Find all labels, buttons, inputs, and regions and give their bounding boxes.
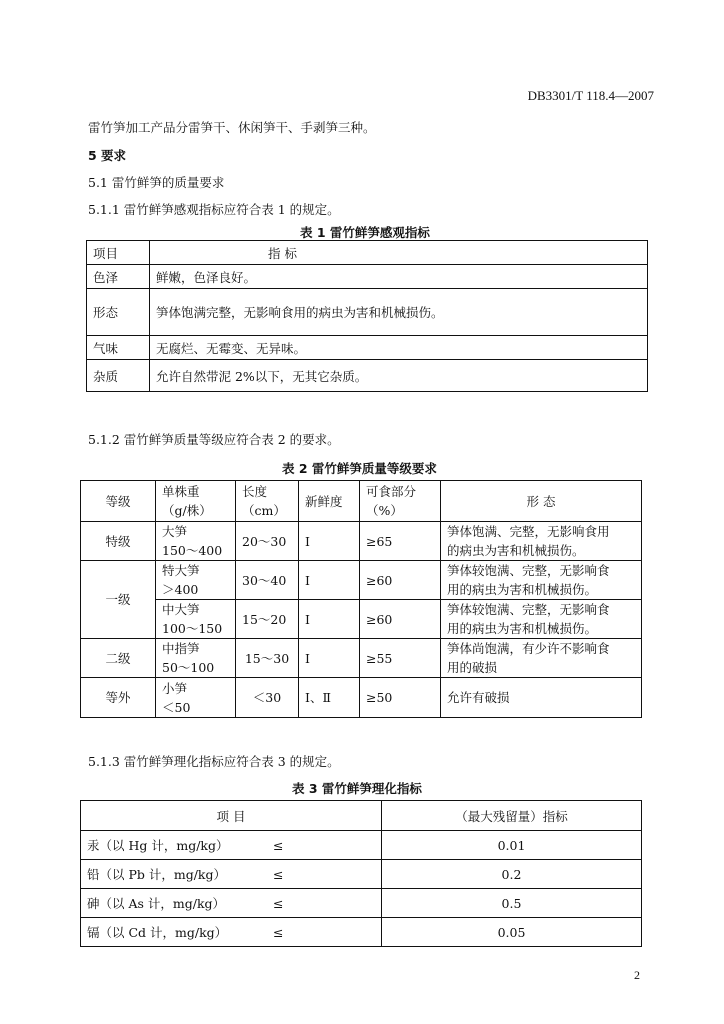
table3-item-label: 砷（以 As 计，mg/kg） — [87, 896, 226, 911]
table2-fresh-cell: Ⅰ — [299, 561, 360, 600]
table2-grade-cell: 等外 — [81, 678, 156, 718]
table1-header-row — [87, 241, 648, 265]
table2-shape-line1: 笋体较饱满、完整，无影响食 — [447, 563, 610, 578]
table2-grade-cell: 一级 — [81, 561, 156, 639]
table2-weight-cell — [156, 600, 236, 639]
table2-shape-line2: 用的病虫为害和机械损伤。 — [447, 582, 598, 597]
table3-operator: ≤ — [273, 925, 284, 940]
table-row — [87, 336, 648, 360]
table2-fresh-cell: Ⅰ — [299, 600, 360, 639]
table2-header-weight-line2: （g/株） — [162, 503, 212, 518]
table2-header-edible-line1: 可食部分 — [366, 484, 417, 499]
table1-cell: 允许自然带泥 2%以下，无其它杂质。 — [150, 360, 648, 392]
section-5-heading: 5 要求 — [88, 148, 127, 163]
table3-header-row — [81, 801, 642, 831]
section-5-1-1-text: 5.1.1 雷竹鲜笋感观指标应符合表 1 的规定。 — [88, 202, 340, 217]
table2-header-grade: 等级 — [81, 481, 156, 522]
table1-header-item: 项目 — [87, 241, 150, 265]
table3-item-label: 汞（以 Hg 计，mg/kg） — [87, 838, 229, 853]
table2-shape-line1: 笋体饱满、完整，无影响食用 — [447, 524, 610, 539]
table-row — [87, 360, 648, 392]
table2-shape-cell — [441, 522, 642, 561]
table2-weight-name: 大笋 — [162, 524, 188, 539]
section-5-1-3-text: 5.1.3 雷竹鲜笋理化指标应符合表 3 的规定。 — [88, 754, 340, 769]
table2-shape-line1: 笋体尚饱满，有少许不影响食 — [447, 641, 610, 656]
table2-length-cell: 15～30 — [236, 639, 299, 678]
table2-length-cell: 15～20 — [236, 600, 299, 639]
table3-header-index: （最大残留量）指标 — [382, 801, 642, 831]
table2-shape-line2: 的病虫为害和机械损伤。 — [447, 543, 585, 558]
table-row — [81, 561, 642, 600]
intro-paragraph: 雷竹笋加工产品分雷笋干、休闲笋干、手剥笋三种。 — [88, 120, 376, 135]
table2-shape-line1: 笋体较饱满、完整，无影响食 — [447, 602, 610, 617]
table2-shape-cell — [441, 639, 642, 678]
section-5-1-2-text: 5.1.2 雷竹鲜笋质量等级应符合表 2 的要求。 — [88, 432, 340, 447]
table-row — [81, 639, 642, 678]
table-row — [87, 289, 648, 336]
table2-weight-cell — [156, 678, 236, 718]
table2-fresh-cell: Ⅰ — [299, 639, 360, 678]
table2-weight-cell — [156, 522, 236, 561]
table3-item-cell — [81, 860, 382, 889]
table-row — [81, 678, 642, 718]
table2-header-row — [81, 481, 642, 522]
table-3 — [80, 800, 642, 947]
table2-edible-cell: ≥55 — [360, 639, 441, 678]
table3-item-label: 铅（以 Pb 计，mg/kg） — [87, 867, 227, 882]
table3-value-cell: 0.2 — [382, 860, 642, 889]
table2-fresh-cell: Ⅰ、Ⅱ — [299, 678, 360, 718]
table3-operator: ≤ — [273, 867, 284, 882]
table2-edible-cell: ≥65 — [360, 522, 441, 561]
table2-length-cell: 20～30 — [236, 522, 299, 561]
table1-cell: 色泽 — [87, 265, 150, 289]
table2-weight-cell — [156, 639, 236, 678]
table2-weight-range: ＞400 — [162, 582, 199, 597]
table-row — [81, 889, 642, 918]
table2-header-edible — [360, 481, 441, 522]
table2-shape-cell — [441, 561, 642, 600]
table1-cell: 形态 — [87, 289, 150, 336]
table2-edible-cell: ≥60 — [360, 600, 441, 639]
table3-operator: ≤ — [273, 838, 284, 853]
table3-value-cell: 0.05 — [382, 918, 642, 947]
table2-weight-name: 特大笋 — [162, 563, 200, 578]
table2-header-length-line1: 长度 — [242, 484, 268, 499]
table2-header-weight-line1: 单株重 — [162, 484, 200, 499]
table1-cell: 气味 — [87, 336, 150, 360]
table1-caption: 表 1 雷竹鲜笋感观指标 — [300, 225, 430, 240]
table2-edible-cell: ≥60 — [360, 561, 441, 600]
table-row — [87, 265, 648, 289]
table3-item-cell — [81, 918, 382, 947]
section-5-1-heading: 5.1 雷竹鲜笋的质量要求 — [88, 175, 225, 190]
table-row — [81, 918, 642, 947]
table3-value-cell: 0.5 — [382, 889, 642, 918]
document-id: DB3301/T 118.4—2007 — [527, 88, 654, 103]
table3-header-item: 项 目 — [81, 801, 382, 831]
table2-header-fresh: 新鲜度 — [299, 481, 360, 522]
table2-length-cell: ＜30 — [236, 678, 299, 718]
table2-header-edible-line2: （%） — [366, 503, 403, 518]
table2-edible-cell: ≥50 — [360, 678, 441, 718]
table3-operator: ≤ — [273, 896, 284, 911]
table-row — [81, 600, 642, 639]
table-row — [81, 522, 642, 561]
table2-shape-cell — [441, 600, 642, 639]
table2-weight-name: 小笋 — [162, 680, 188, 696]
table2-header-length-line2: （cm） — [242, 503, 286, 518]
table2-weight-name: 中指笋 — [162, 641, 200, 656]
table2-weight-range: ＜50 — [162, 699, 191, 715]
table2-fresh-cell: Ⅰ — [299, 522, 360, 561]
table2-header-length — [236, 481, 299, 522]
table3-item-label: 镉（以 Cd 计，mg/kg） — [87, 925, 228, 940]
table2-shape-line1: 允许有破损 — [447, 690, 510, 705]
table3-item-cell — [81, 831, 382, 860]
table1-cell: 鲜嫩，色泽良好。 — [150, 265, 648, 289]
table2-weight-name: 中大笋 — [162, 602, 200, 617]
table3-value-cell: 0.01 — [382, 831, 642, 860]
table-row — [81, 831, 642, 860]
table-row — [81, 860, 642, 889]
page-number: 2 — [634, 968, 640, 982]
table2-weight-range: 150～400 — [162, 543, 223, 558]
table2-header-weight — [156, 481, 236, 522]
table3-caption: 表 3 雷竹鲜笋理化指标 — [292, 781, 422, 796]
table2-weight-cell — [156, 561, 236, 600]
table-2 — [80, 480, 642, 718]
table2-shape-line2: 用的破损 — [447, 660, 498, 675]
table2-weight-range: 100～150 — [162, 621, 223, 636]
table1-cell: 无腐烂、无霉变、无异味。 — [150, 336, 648, 360]
table2-caption: 表 2 雷竹鲜笋质量等级要求 — [282, 461, 437, 476]
table2-grade-cell: 特级 — [81, 522, 156, 561]
table1-cell: 杂质 — [87, 360, 150, 392]
table2-header-shape: 形 态 — [441, 481, 642, 522]
table2-shape-line2: 用的病虫为害和机械损伤。 — [447, 621, 598, 636]
table3-item-cell — [81, 889, 382, 918]
table1-header-index: 指 标 — [150, 241, 648, 265]
table1-cell: 笋体饱满完整，无影响食用的病虫为害和机械损伤。 — [150, 289, 648, 336]
table-1 — [86, 240, 648, 392]
table2-grade-cell: 二级 — [81, 639, 156, 678]
table2-length-cell: 30～40 — [236, 561, 299, 600]
table2-shape-cell — [441, 678, 642, 718]
table2-weight-range: 50～100 — [162, 660, 215, 675]
